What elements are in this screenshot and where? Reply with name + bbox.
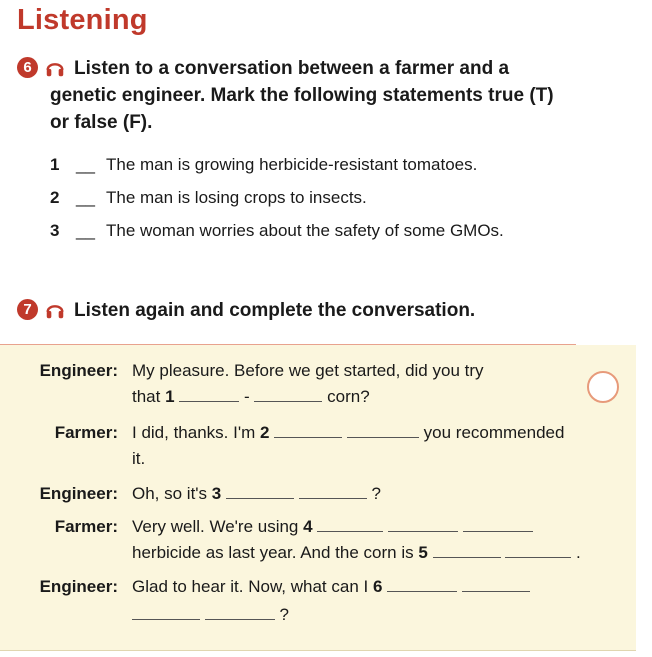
dialog-line: Oh, so it's 3 ? xyxy=(132,484,381,503)
exercise-number-badge: 7 xyxy=(17,299,38,320)
dialog-line: Glad to hear it. Now, what can I 6 xyxy=(132,575,530,599)
tag-hole-icon xyxy=(587,371,619,403)
section-title: Listening xyxy=(17,4,148,36)
statement-number: 3 xyxy=(50,221,60,240)
statement-text: The woman worries about the safety of some GMOs. xyxy=(106,221,504,240)
speaker-label: Farmer: xyxy=(54,423,118,442)
answer-blank[interactable] xyxy=(388,516,458,532)
answer-blank[interactable] xyxy=(205,604,275,620)
answer-blank[interactable] xyxy=(433,542,501,558)
answer-blank[interactable] xyxy=(299,483,367,499)
answer-blank[interactable] xyxy=(505,542,571,558)
statement-text: The man is growing herbicide-resistant tomatoes. xyxy=(106,155,478,174)
dialog-line: herbicide as last year. And the corn is 5 . xyxy=(132,543,581,562)
answer-blank[interactable]: __ xyxy=(76,188,95,207)
speaker-label: Engineer: xyxy=(39,577,118,596)
statement-item[interactable] xyxy=(50,214,637,247)
answer-blank[interactable] xyxy=(274,422,342,438)
statement-number: 1 xyxy=(50,155,60,174)
conversation-box xyxy=(0,344,636,651)
exercise-7 xyxy=(17,297,637,324)
dialog-line: it. xyxy=(132,449,146,468)
answer-blank[interactable]: __ xyxy=(76,221,95,240)
dialog-line: ? xyxy=(132,603,289,627)
answer-blank[interactable]: __ xyxy=(76,155,95,174)
exercise-instruction-cont: genetic engineer. Mark the following statements true (T) xyxy=(50,85,554,106)
exercise-6 xyxy=(17,55,637,247)
speaker-label: Engineer: xyxy=(39,484,118,503)
statement-item[interactable] xyxy=(50,181,637,214)
answer-blank[interactable] xyxy=(132,604,200,620)
answer-blank[interactable] xyxy=(387,576,457,592)
headphones-icon xyxy=(44,57,66,79)
speaker-label: Farmer: xyxy=(54,517,118,536)
statement-item[interactable] xyxy=(50,148,637,181)
statement-text: The man is losing crops to insects. xyxy=(106,188,367,207)
dialog-line: I did, thanks. I'm 2 you recommended xyxy=(132,423,565,442)
speaker-label: Engineer: xyxy=(39,361,118,380)
statement-list xyxy=(50,148,637,247)
answer-blank[interactable] xyxy=(179,386,239,402)
statement-number: 2 xyxy=(50,188,60,207)
answer-blank[interactable] xyxy=(463,516,533,532)
answer-blank[interactable] xyxy=(254,386,322,402)
exercise-instruction: Listen to a conversation between a farmer and a xyxy=(74,58,510,79)
answer-blank[interactable] xyxy=(462,576,530,592)
headphones-icon xyxy=(44,299,66,321)
answer-blank[interactable] xyxy=(347,422,419,438)
dialog-line: that 1 - corn? xyxy=(132,387,370,406)
answer-blank[interactable] xyxy=(317,516,383,532)
dialog-line: My pleasure. Before we get started, did you try xyxy=(132,361,484,380)
exercise-number-badge: 6 xyxy=(17,57,38,78)
dialog-line: Very well. We're using 4 xyxy=(132,515,533,539)
answer-blank[interactable] xyxy=(226,483,294,499)
exercise-instruction: Listen again and complete the conversation. xyxy=(74,300,476,321)
exercise-instruction-cont: or false (F). xyxy=(50,112,153,133)
